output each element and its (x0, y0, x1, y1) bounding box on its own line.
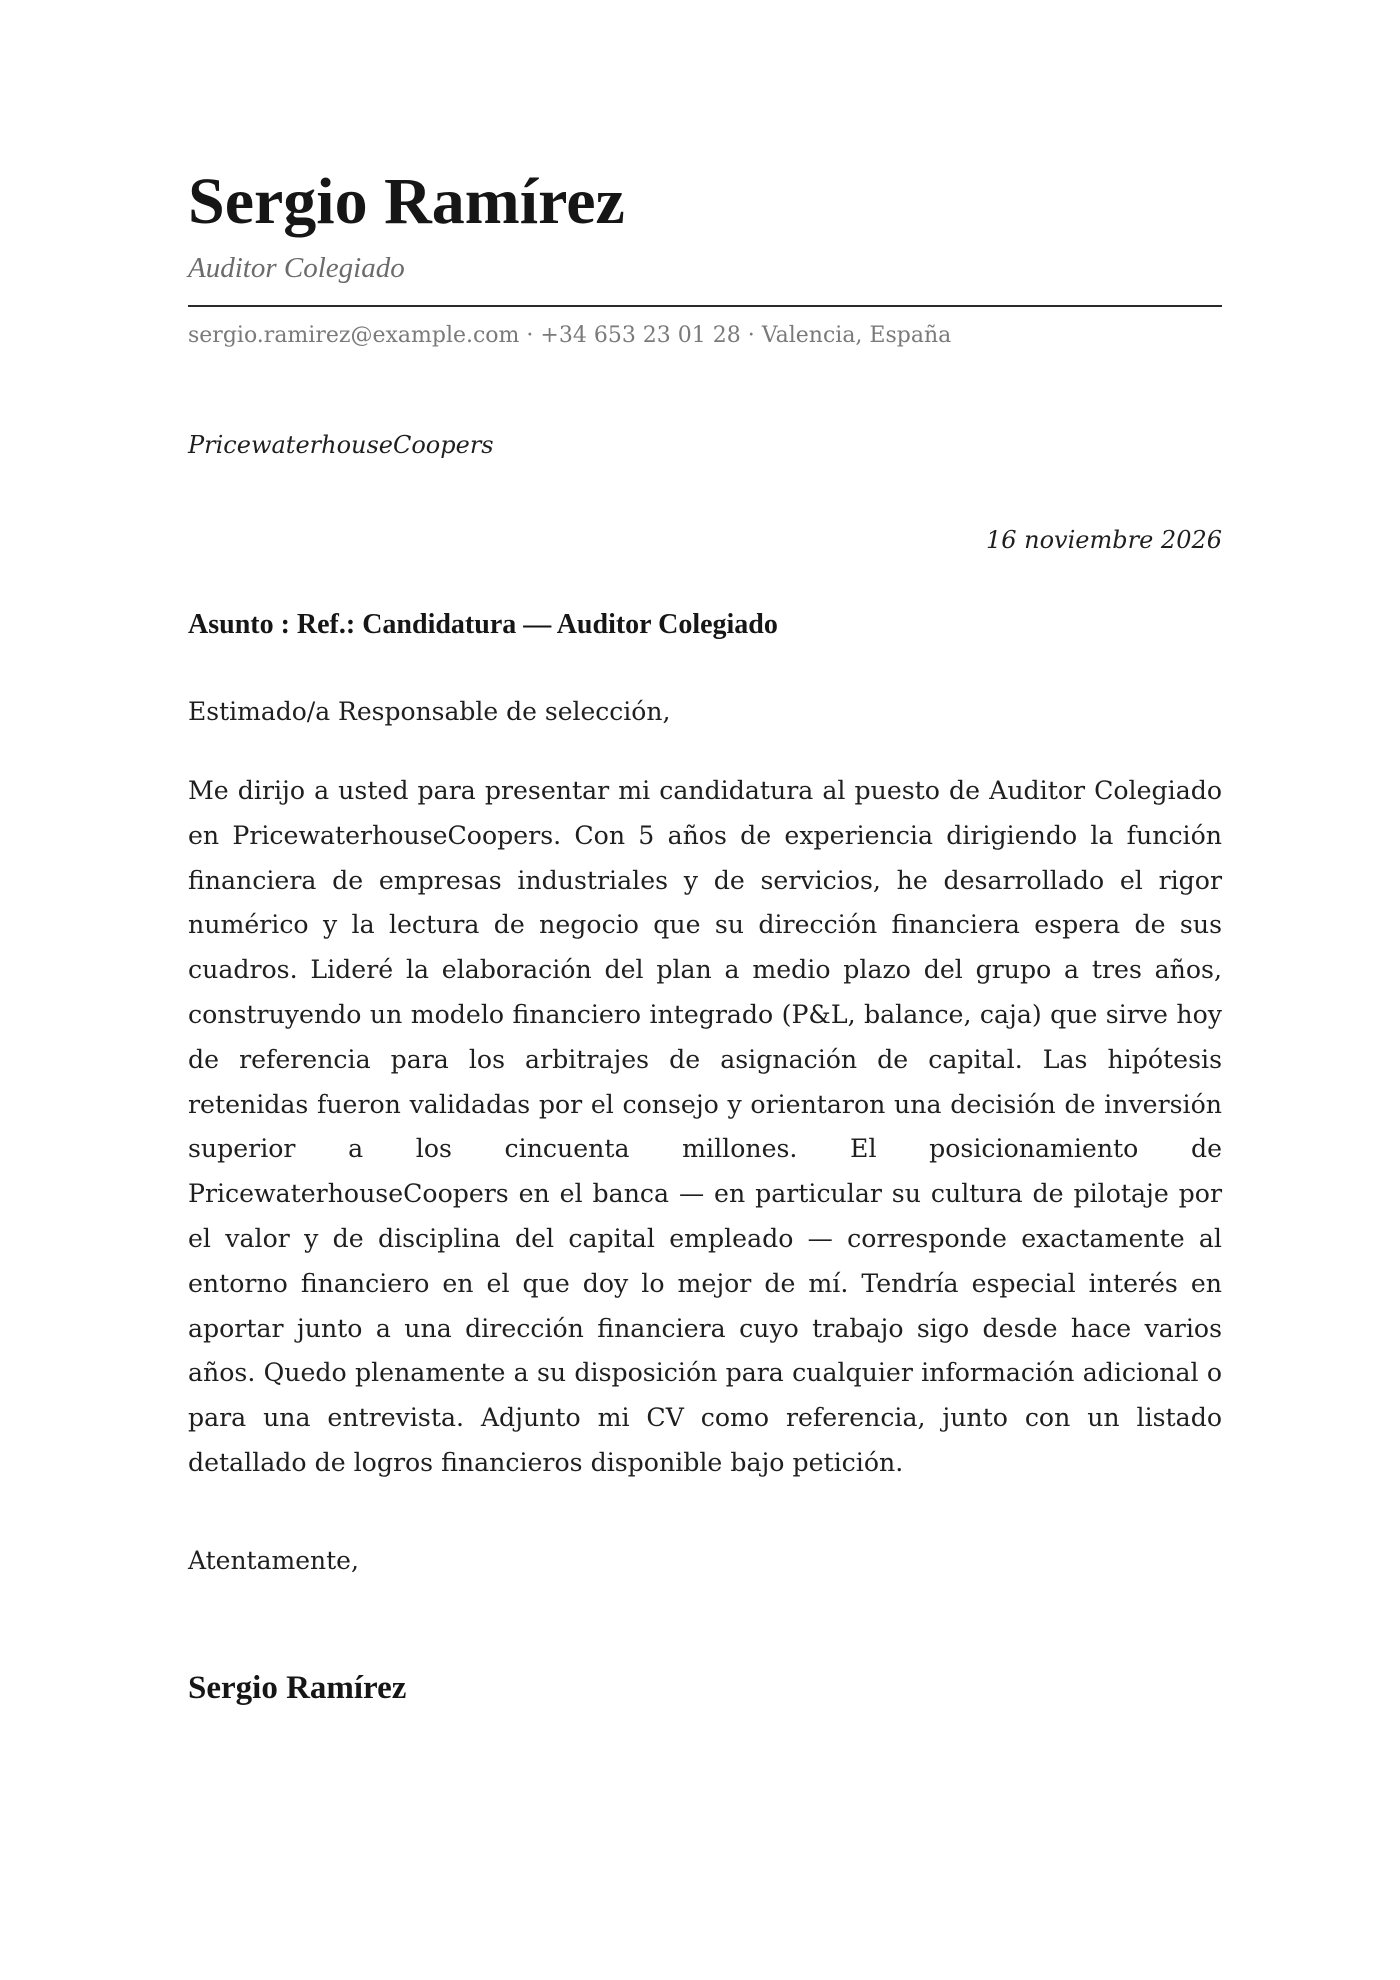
letter-closing: Atentamente, (188, 1546, 359, 1575)
signature-name: Sergio Ramírez (188, 1670, 407, 1706)
recipient-company: PricewaterhouseCoopers (188, 431, 494, 459)
sender-role: Auditor Colegiado (188, 252, 405, 284)
header-divider (188, 305, 1222, 307)
letter-subject: Asunto : Ref.: Candidatura — Auditor Colegiado (188, 609, 778, 640)
contact-line: sergio.ramirez@example.com · +34 653 23 01 28 · Valencia, España (188, 323, 952, 348)
letter-date: 16 noviembre 2026 (985, 526, 1222, 554)
letter-greeting: Estimado/a Responsable de selección, (188, 697, 671, 726)
letter-body: Me dirijo a usted para presentar mi candidatura al puesto de Auditor Colegiado en PricewaterhouseCoopers. Con 5 años de experiencia dirigiendo la función financiera de empresas industriales y de servicios, he desarrollado el rigor numérico y la lectura de negocio que su dirección financiera espera de sus cuadros. Lideré la elaboración del plan a medio plazo del grupo a tres años, construyendo un modelo financiero integrado (P&L, balance, caja) que sirve hoy de referencia para los arbitrajes de asignación de capital. Las hipótesis retenidas fueron validadas por el consejo y orientaron una decisión de inversión superior a los cincuenta millones. El posicionamiento de PricewaterhouseCoopers en el banca — en particular su cultura de pilotaje por el valor y de disciplina del capital empleado — corresponde exactamente al entorno financiero en el que doy lo mejor de mí. Tendría especial interés en aportar junto a una dirección financiera cuyo trabajo sigo desde hace varios años. Quedo plenamente a su disposición para cualquier información adicional o para una entrevista. Adjunto mi CV como referencia, junto con un listado detallado de logros financieros disponible bajo petición. (188, 776, 1222, 1477)
sender-name: Sergio Ramírez (188, 165, 625, 238)
